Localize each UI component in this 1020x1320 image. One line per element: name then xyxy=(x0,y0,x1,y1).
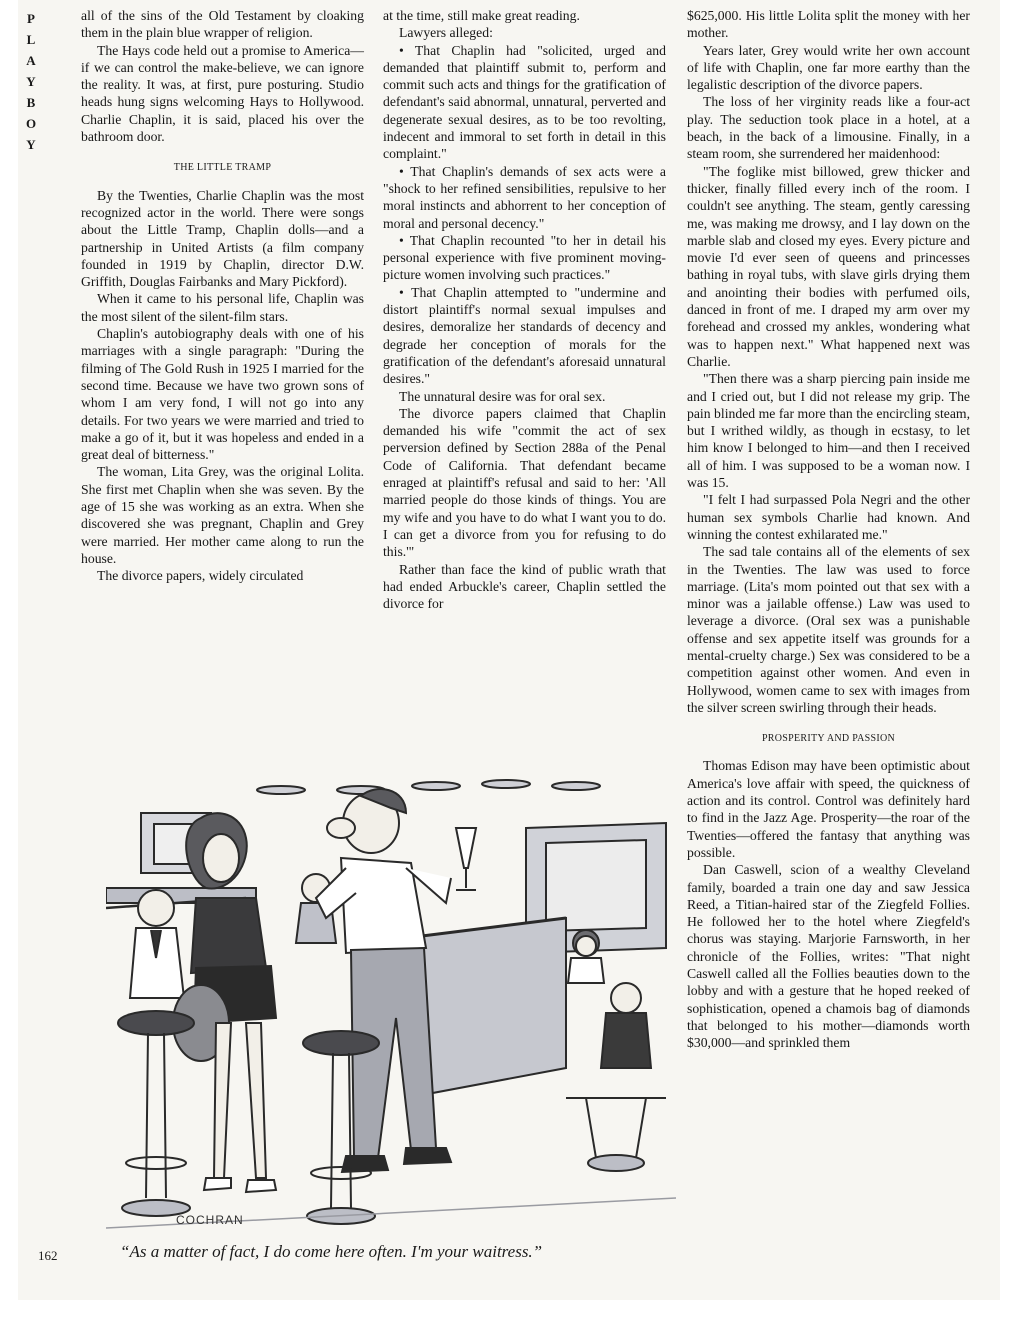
paragraph: The unnatural desire was for oral sex. xyxy=(399,388,606,404)
paragraph: "Then there was a sharp piercing pain inside me and I cried out, but I did not release my grip. The pain blinded me far more than the encircling steam, but I writhed wildly, as though in ecstasy, to let him know I belonged to him—and then I received all of him. I was supposed to be a woman now. I was 15. xyxy=(687,371,970,491)
paragraph: Chaplin's autobiography deals with one of his marriages with a single paragraph: "During the filming of The Gold Rush in 1925 I married for the second time. Because we have two grown sons of whom I am very fond, I will not go into any details. For two years we were married and tried to make a go of it, but it was hopeless and ended in a great deal of bitterness." xyxy=(81,326,364,463)
cartoonist-signature: COCHRAN xyxy=(176,1213,244,1227)
article-column-3 xyxy=(687,7,970,1052)
paragraph: all of the sins of the Old Testament by cloaking them in the plain blue wrapper of religion. xyxy=(81,8,364,41)
magazine-letter: Y xyxy=(26,137,36,152)
paragraph: When it came to his personal life, Chaplin was the most silent of the silent-film stars. xyxy=(81,291,364,324)
magazine-letter: B xyxy=(26,95,36,110)
magazine-name-vertical xyxy=(24,8,38,155)
page-bottom-margin xyxy=(0,1300,1020,1320)
allegation-item: • That Chaplin recounted "to her in detail his personal experience with five prominent moving-picture women involving such practices." xyxy=(383,232,666,283)
paragraph: "I felt I had surpassed Pola Negri and the other human sex symbols Charlie had known. And winning the contest exhilarated me." xyxy=(687,492,970,542)
allegation-item: • That Chaplin's demands of sex acts were a "shock to her refined sensibilities, repulsive to her moral instincts and abhorrent to her conception of moral and personal decency." xyxy=(383,163,666,231)
paragraph: Thomas Edison may have been optimistic about America's love affair with speed, the quickness of action and its control. Control was definitely hard to find in the Jazz Age. Prosperity—the roar of the Twenties—offered the fantasy that anything was possible. xyxy=(687,758,970,860)
paragraph: at the time, still make great reading. xyxy=(383,8,580,23)
paragraph: The woman, Lita Grey, was the original Lolita. She first met Chaplin when she was seven. By the age of 15 she was working as an extra. When she discovered she was pregnant, Chaplin and Grey were married. Her mother came along to run the house. xyxy=(81,464,364,566)
paragraph: The divorce papers claimed that Chaplin demanded his wife "commit the act of sex perversion defined by Section 288a of the Penal Code of California. That defendant became enraged at plaintiff's refusal and said to her: 'All married people do those kinds of things. You are my wife and you have to do what I want you to do. I can get a divorce from you for refusing to do this.'" xyxy=(383,405,666,560)
cartoon-illustration xyxy=(106,768,676,1236)
article-column-1 xyxy=(81,7,364,585)
allegation-item: • That Chaplin attempted to "undermine and distort plaintiff's normal sexual impulses and desires, demoralize her standards of decency and degrade her conception of morals for the gratification of the defendant's aforesaid unnatural desires." xyxy=(383,284,666,387)
paragraph: Rather than face the kind of public wrath that had ended Arbuckle's career, Chaplin settled the divorce for xyxy=(383,561,666,612)
magazine-letter: P xyxy=(27,11,35,26)
paragraph: The Hays code held out a promise to America—if we can control the make-believe, we can ignore the reality. It was, at first, pure posturing. Studio heads hung signs welcoming Hays to Hollywood. Charlie Chaplin, it is said, placed his over the bathroom door. xyxy=(81,42,364,145)
magazine-letter: A xyxy=(26,53,36,68)
paragraph: The sad tale contains all of the elements of sex in the Twenties. The law was used to force marriage. (Lita's mom pointed out that sex with a minor was a jailable offense.) Law was used to leverage a divorce. (Oral sex was a punishable offense and sex appetite itself was grounds for a mental-cruelty charge.) Sex was considered to be a competition against other women. And even in Hollywood, women came to sex with images from the silver screen swirling through their heads. xyxy=(687,544,970,715)
allegation-item: • That Chaplin had "solicited, urged and demanded that plaintiff submit to, perform and commit such acts and things for the gratification of defendant's said abnormal, unnatural, perverted and degenerate sexual desires, as to be too revolting, indecent and immoral to set forth in detail in this complaint." xyxy=(383,42,666,162)
paragraph: The loss of her virginity reads like a four-act play. The seduction took place in a hotel, at a beach, in the back of a limousine. Finally, in a steam room, she surrendered her maidenhood: xyxy=(687,94,970,162)
article-column-2 xyxy=(383,7,666,612)
section-subhead: PROSPERITY AND PASSION xyxy=(761,733,896,745)
magazine-letter: Y xyxy=(26,74,36,89)
section-subhead: THE LITTLE TRAMP xyxy=(173,162,272,174)
paragraph: The divorce papers, widely circulated xyxy=(97,568,304,584)
magazine-letter: L xyxy=(26,32,36,47)
paragraph: Dan Caswell, scion of a wealthy Cleveland family, boarded a train one day and saw Jessica Reed, a Titian-haired star of the Ziegfeld Follies. He followed her to the hotel where Ziegfeld's chorus was staying. Marjorie Farnsworth, in her chronicle of the Follies, writes: "That night Caswell called all the Follies beauties down to the lobby and with a gesture that he hoped reeked of sophistication, opened a chamois bag of diamonds that belonged to his mother—diamonds worth $30,000—and sprinkled them xyxy=(687,862,970,1051)
paragraph: $625,000. His little Lolita split the money with her mother. xyxy=(687,8,970,41)
paragraph: Lawyers alleged: xyxy=(399,25,493,41)
paragraph: By the Twenties, Charlie Chaplin was the most recognized actor in the world. There were songs about the Little Tramp, Chaplin dolls—and a partnership in United Artists (a film company founded in 1919 by Chaplin, director D.W. Griffith, Douglas Fairbanks and Mary Pickford). xyxy=(81,187,364,290)
magazine-letter: O xyxy=(25,116,37,131)
paragraph: Years later, Grey would write her own account of life with Chaplin, one far more earthy than the legalistic description of the divorce papers. xyxy=(687,42,970,93)
cartoon-caption: “As a matter of fact, I do come here often. I'm your waitress.” xyxy=(120,1242,543,1261)
page-number: 162 xyxy=(38,1248,58,1263)
paragraph: "The foglike mist billowed, grew thicker and thicker, finally filled every inch of the room. I couldn't see anything. The steam, gently caressing me, was making me drowsy, and I lay down on the marble slab and closed my eyes. Every picture and movie I'd ever seen of queens and princesses bathing in royal tubs, with slave girls drying them and anointing their bodies with perfumed oils, danced in front of me. I draped my arm over my forehead and crossed my ankles, wondering what was to happen next." What happened next was Charlie. xyxy=(687,163,970,369)
